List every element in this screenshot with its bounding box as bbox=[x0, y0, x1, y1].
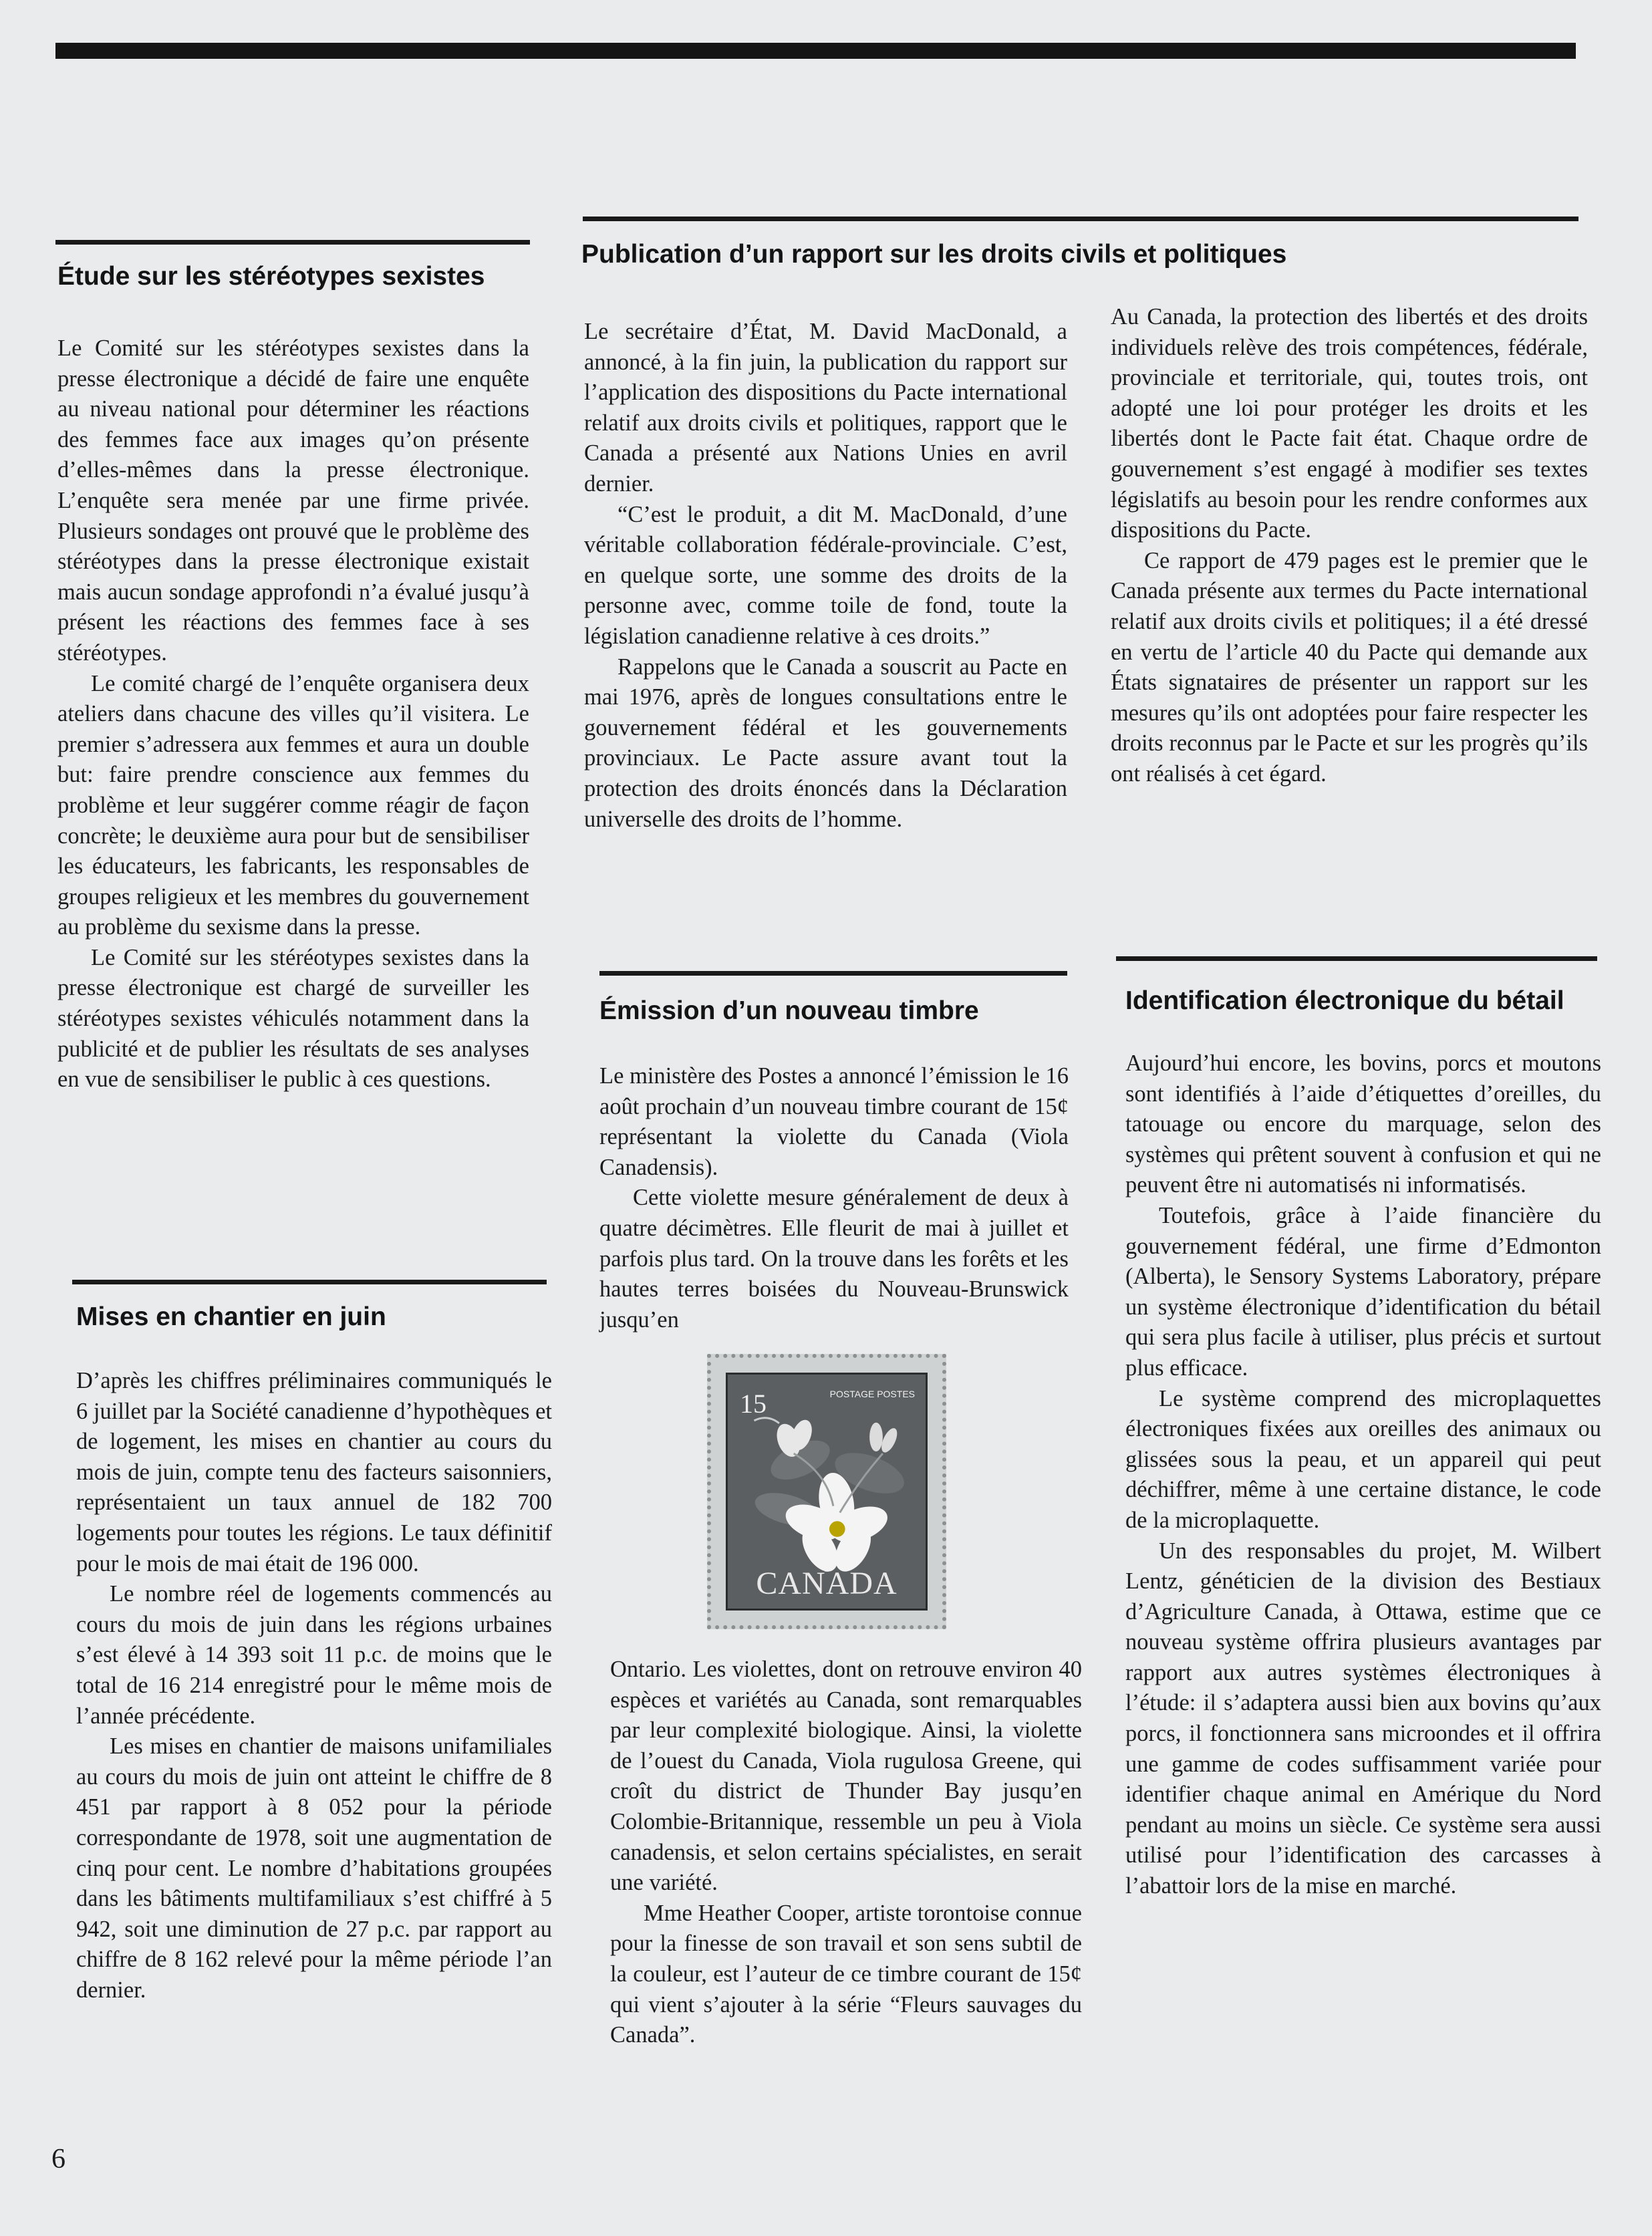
paragraph: Cette violette mesure généralement de deux à quatre décimètres. Elle fleurit de mai à juillet et parfois plus tard. On la trouve dans les forêts et les hautes terres boisées du Nouveau-Brunswick jusqu’en bbox=[599, 1185, 1069, 1333]
stamp-country: CANADA bbox=[756, 1566, 898, 1601]
paragraph: Le Comité sur les stéréotypes sexistes dans la presse électronique est chargé de surveiller les stéréotypes sexistes véhiculés notamment dans la publicité et de publier les résultats de ses analyses en vue de sensibiliser le public à ces questions. bbox=[57, 944, 529, 1093]
article-body-rights-right bbox=[1111, 302, 1588, 790]
section-rule bbox=[1116, 956, 1597, 961]
stamp-image bbox=[707, 1354, 946, 1629]
article-title-stamp: Émission d’un nouveau timbre bbox=[599, 996, 979, 1025]
article-body-stereotypes bbox=[57, 333, 529, 1095]
article-title-rights: Publication d’un rapport sur les droits civils et politiques bbox=[581, 240, 1287, 269]
paragraph: D’après les chiffres préliminaires communiqués le 6 juillet par la Société canadienne d’hypothèques et de logement, les mises en chantier au cours du mois de juin, compte tenu des facteurs saisonniers, représentaient un taux annuel de 182 700 logements pour toutes les régions. Le taux définitif pour le mois de mai était de 196 000. bbox=[76, 1368, 552, 1576]
article-title-stereotypes: Étude sur les stéréotypes sexistes bbox=[57, 262, 485, 291]
stamp-artwork bbox=[726, 1373, 928, 1611]
page-number: 6 bbox=[51, 2144, 65, 2175]
article-body-stamp-top bbox=[599, 1061, 1069, 1335]
paragraph: Mme Heather Cooper, artiste torontoise connue pour la finesse de son travail et son sens subtil de la couleur, est l’auteur de ce timbre courant de 15¢ qui vient s’ajouter à la série “Fleurs sauvages du Canada”. bbox=[610, 1900, 1082, 2048]
article-body-livestock bbox=[1125, 1049, 1601, 1902]
paragraph: Le ministère des Postes a annoncé l’émission le 16 août prochain d’un nouveau timbre courant de 15¢ représentant la violette du Canada (Viola Canadensis). bbox=[599, 1063, 1069, 1180]
paragraph: Le comité chargé de l’enquête organisera deux ateliers dans chacune des villes qu’il visitera. Le premier s’adressera aux femmes et aura un double but: faire prendre conscience aux femmes du problème et leur suggérer comme réagir de façon concrète; le deuxième aura pour but de sensibiliser les éducateurs, les fabricants, les responsables de groupes religieux et les membres du gouvernement au problème du sexisme dans la presse. bbox=[57, 670, 529, 940]
paragraph: Au Canada, la protection des libertés et des droits individuels relève des trois compétences, fédérale, provinciale et territoriale, qui, toutes trois, ont adopté une loi pour protéger les droits et les libertés dont le Pacte fait état. Chaque ordre de gouvernement s’est engagé à modifier ses textes législatifs au besoin pour les rendre conformes aux dispositions du Pacte. bbox=[1111, 304, 1588, 543]
paragraph: Les mises en chantier de maisons unifamiliales au cours du mois de juin ont atteint le chiffre de 8 451 par rapport à 8 052 pour la période correspondante de 1978, soit une augmentation de cinq pour cent. Le nombre d’habitations groupées dans les bâtiments multifamiliaux s’est chiffré à 5 942, soit une diminution de 27 p.c. par rapport au chiffre de 8 162 relevé pour la même période l’an dernier. bbox=[76, 1733, 552, 2003]
paragraph: “C’est le produit, a dit M. MacDonald, d’une véritable collaboration fédérale-provinciale. C’est, en quelque sorte, une somme des droits de la personne avec, comme toile de fond, toute la législation canadienne relative à ces droits.” bbox=[584, 501, 1067, 649]
paragraph: Aujourd’hui encore, les bovins, porcs et moutons sont identifiés à l’aide d’étiquettes d’oreilles, du tatouage ou encore du marquage, selon des systèmes qui prêtent souvent à confusion et qui ne peuvent être ni automatisés ni informatisés. bbox=[1125, 1051, 1601, 1198]
stamp-value: 15 bbox=[740, 1389, 767, 1419]
article-title-livestock: Identification électronique du bétail bbox=[1125, 986, 1564, 1015]
article-body-housing bbox=[76, 1366, 552, 2005]
paragraph: Le nombre réel de logements commencés au cours du mois de juin dans les régions urbaines s’est élevé à 14 393 soit 11 p.c. de moins que le total de 16 214 enregistré pour le même mois de l’année précédente. bbox=[76, 1581, 552, 1729]
paragraph: Rappelons que le Canada a souscrit au Pacte en mai 1976, après de longues consultations entre le gouvernement fédéral et les gouvernements provinciaux. Le Pacte assure avant tout la protection des droits énoncés dans la Déclaration universelle des droits de l’homme. bbox=[584, 654, 1067, 832]
section-rule bbox=[583, 217, 1578, 221]
paragraph: Le Comité sur les stéréotypes sexistes dans la presse électronique a décidé de faire une enquête au niveau national pour déterminer les réactions des femmes face aux images qu’on présente d’elles-mêmes dans la presse électronique. L’enquête sera menée par une firme privée. Plusieurs sondages ont prouvé que le problème des stéréotypes dans la presse électronique existait mais aucun sondage approfondi n’a évalué jusqu’à présent les réactions des femmes face à ses stéréotypes. bbox=[57, 335, 529, 666]
paragraph: Toutefois, grâce à l’aide financière du gouvernement fédéral, une firme d’Edmonton (Alberta), le Sensory Systems Laboratory, prépare un système électronique d’identification du bétail qui sera plus facile à utiliser, plus précis et surtout plus efficace. bbox=[1125, 1202, 1601, 1381]
paragraph: Le système comprend des microplaquettes électroniques fixées aux oreilles des animaux ou glissées sous la peau, et un appareil qui peut déchiffrer, même à une certaine distance, le code de la microplaquette. bbox=[1125, 1385, 1601, 1533]
article-body-stamp-bottom bbox=[610, 1655, 1082, 2051]
paragraph: Ontario. Les violettes, dont on retrouve environ 40 espèces et variétés au Canada, sont remarquables par leur complexité biologique. Ainsi, la violette de l’ouest du Canada, Viola rugulosa Greene, qui croît du district de Thunder Bay jusqu’en Colombie-Britannique, ressemble un peu à Viola canadensis, et selon certains spécialistes, en serait une variété. bbox=[610, 1657, 1082, 1896]
top-rule bbox=[55, 43, 1576, 59]
article-body-rights-left bbox=[584, 317, 1067, 835]
section-rule bbox=[72, 1280, 547, 1284]
section-rule bbox=[599, 971, 1067, 976]
paragraph: Ce rapport de 479 pages est le premier que le Canada présente aux termes du Pacte international relatif aux droits civils et politiques; il a été dressé en vertu de l’article 40 du Pacte qui demande aux États signataires de présenter un rapport sur les mesures qu’ils ont adoptées pour faire respecter les droits reconnus par le Pacte et sur les progrès qu’ils ont réalisés à cet égard. bbox=[1111, 547, 1588, 787]
article-title-housing: Mises en chantier en juin bbox=[76, 1302, 386, 1331]
section-rule bbox=[55, 240, 530, 245]
paragraph: Le secrétaire d’État, M. David MacDonald, a annoncé, à la fin juin, la publication du rapport sur l’application des dispositions du Pacte international relatif aux droits civils et politiques, rapport que le Canada a présenté aux Nations Unies en avril dernier. bbox=[584, 319, 1067, 497]
paragraph: Un des responsables du projet, M. Wilbert Lentz, généticien de la division des Bestiaux d’Agriculture Canada, à Ottawa, estime que ce nouveau système offrira plusieurs avantages par rapport aux autres systèmes électroniques à l’étude: il s’adaptera aussi bien aux bovins qu’aux porcs, il fonctionnera sans microondes et il offrira une gamme de codes suffisamment variée pour identifier chaque animal en Amérique du Nord pendant au moins un siècle. Ce système sera aussi utilisé pour l’identification des carcasses à l’abattoir lors de la mise en marché. bbox=[1125, 1538, 1601, 1899]
stamp-postage-label: POSTAGE POSTES bbox=[829, 1389, 915, 1399]
